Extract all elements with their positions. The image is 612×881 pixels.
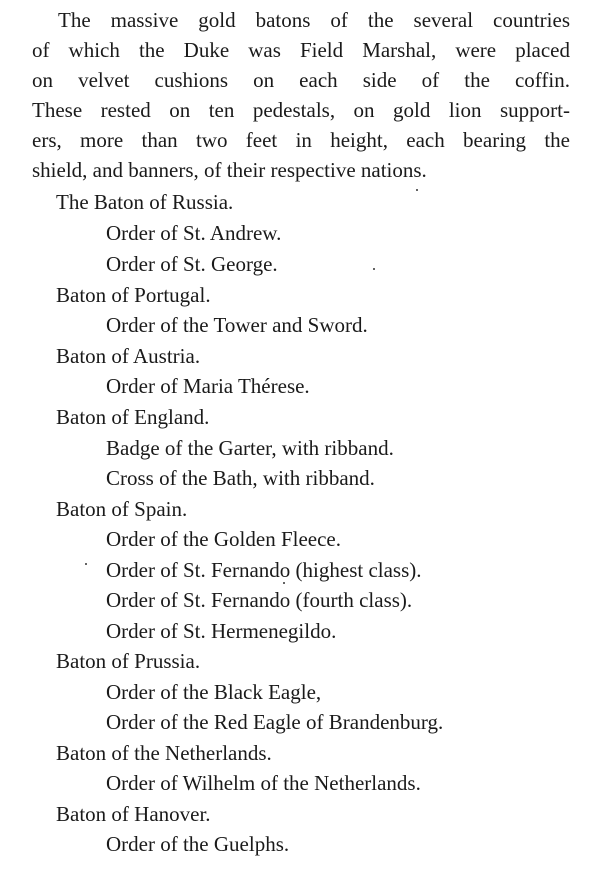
order-item: Order of St. Hermenegildo. xyxy=(106,619,337,643)
baton-heading-england: Baton of England. xyxy=(56,405,210,429)
intro-line: ers, more than two feet in height, each bearing the xyxy=(32,128,570,152)
order-item: Order of St. Fernando (fourth class). xyxy=(106,588,413,612)
order-item: Order of St. George. xyxy=(106,252,278,276)
intro-line: These rested on ten pedestals, on gold lion support- xyxy=(32,98,570,122)
order-item: Badge of the Garter, with ribband. xyxy=(106,436,394,460)
intro-line: of which the Duke was Field Marshal, were placed xyxy=(32,38,570,62)
intro-line: The massive gold batons of the several countries xyxy=(58,8,570,32)
baton-heading-netherlands: Baton of the Netherlands. xyxy=(56,741,272,765)
intro-line: shield, and banners, of their respective nations. xyxy=(32,158,427,182)
order-item: Order of Wilhelm of the Netherlands. xyxy=(106,771,421,795)
print-speck xyxy=(416,189,418,191)
order-item: Order of the Tower and Sword. xyxy=(106,313,368,337)
print-speck xyxy=(373,268,375,270)
baton-heading-austria: Baton of Austria. xyxy=(56,344,201,368)
print-speck xyxy=(283,582,285,584)
baton-heading-hanover: Baton of Hanover. xyxy=(56,802,211,826)
order-item: Order of the Black Eagle, xyxy=(106,680,322,704)
print-speck xyxy=(85,563,87,565)
order-item: Order of St. Andrew. xyxy=(106,221,282,245)
intro-line: on velvet cushions on each side of the coffin. xyxy=(32,68,570,92)
order-item: Cross of the Bath, with ribband. xyxy=(106,466,375,490)
baton-heading-spain: Baton of Spain. xyxy=(56,497,188,521)
baton-heading-prussia: Baton of Prussia. xyxy=(56,649,201,673)
order-item: Order of St. Fernando (highest class). xyxy=(106,558,422,582)
order-item: Order of the Red Eagle of Brandenburg. xyxy=(106,710,444,734)
order-item: Order of the Golden Fleece. xyxy=(106,527,341,551)
baton-heading-portugal: Baton of Portugal. xyxy=(56,283,211,307)
baton-heading-russia: The Baton of Russia. xyxy=(56,190,234,214)
order-item: Order of the Guelphs. xyxy=(106,832,290,856)
order-item: Order of Maria Thérese. xyxy=(106,374,310,398)
